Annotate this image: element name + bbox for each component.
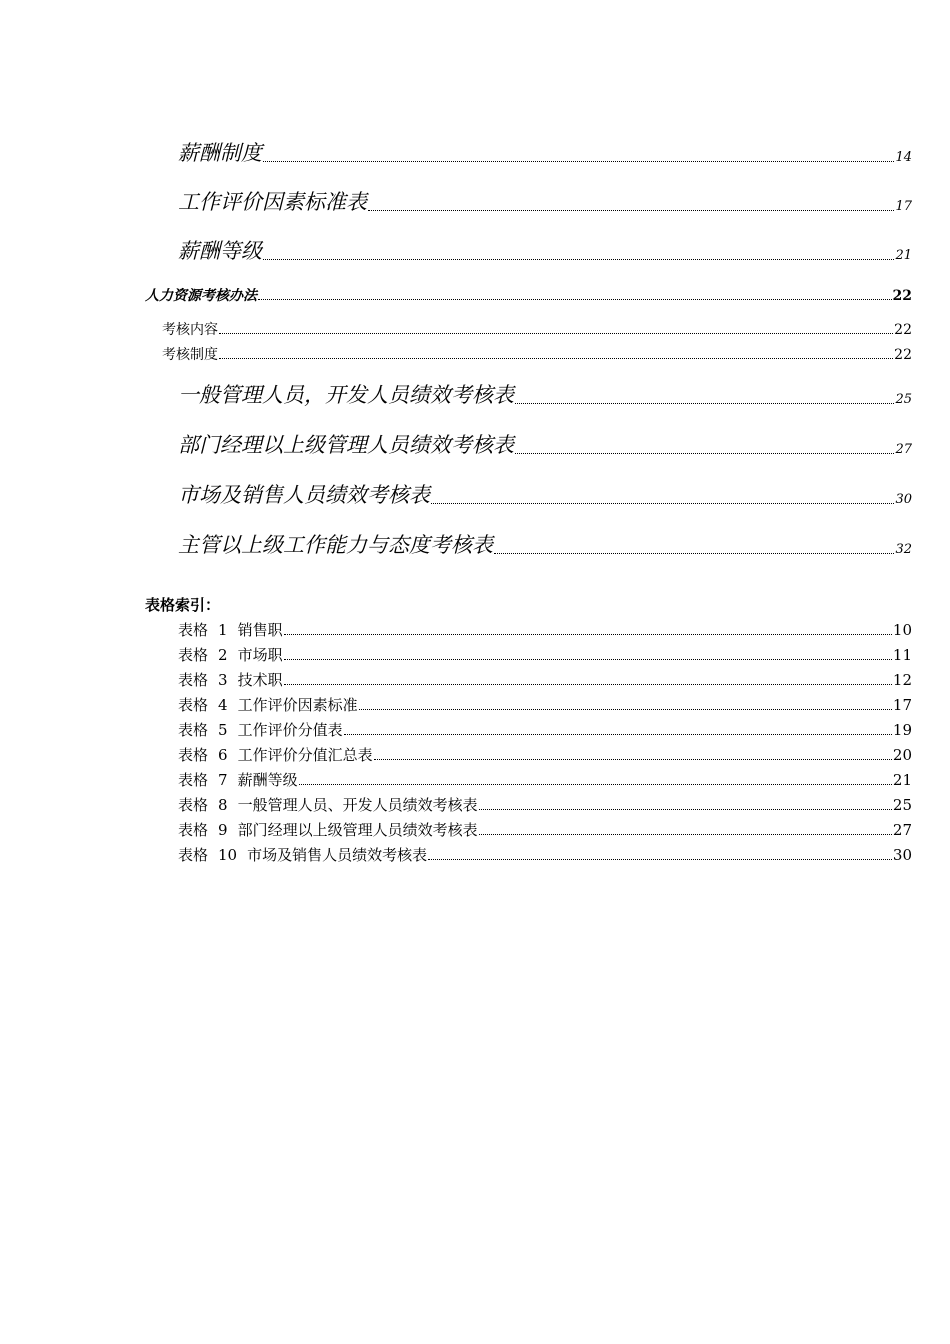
table-index-title: 表格 5 工作评价分值表 — [178, 721, 343, 739]
dot-leader — [515, 452, 894, 454]
toc-entry-section[interactable] — [162, 321, 912, 339]
table-index-title: 表格 4 工作评价因素标准 — [178, 696, 358, 714]
table-index-page: 12 — [892, 671, 912, 689]
dot-leader — [263, 160, 894, 162]
toc-entry-title: 人力资源考核办法 — [145, 288, 257, 304]
table-index-entry[interactable] — [178, 795, 912, 815]
toc-entry-title: 一般管理人员，开发人员绩效考核表 — [178, 383, 514, 407]
dot-leader — [263, 258, 894, 260]
table-index-page: 25 — [892, 796, 912, 814]
dot-leader — [494, 552, 894, 554]
table-index-entry[interactable] — [178, 620, 912, 640]
dot-leader — [515, 402, 894, 404]
toc-entry-page: 25 — [895, 392, 912, 407]
dot-leader — [368, 209, 894, 211]
toc-entry-page: 14 — [895, 150, 912, 165]
toc-entry-page: 21 — [895, 248, 912, 263]
table-index-page: 27 — [892, 821, 912, 839]
table-index-entry[interactable] — [178, 770, 912, 790]
toc-entry[interactable] — [178, 136, 912, 166]
table-index-title: 表格 7 薪酬等级 — [178, 771, 298, 789]
toc-entry[interactable] — [178, 478, 912, 508]
dot-leader — [431, 502, 894, 504]
dot-leader — [374, 758, 892, 760]
table-index-page: 30 — [892, 846, 912, 864]
table-index-entry[interactable] — [178, 845, 912, 865]
table-index-title: 表格 2 市场职 — [178, 646, 283, 664]
table-index-entry[interactable] — [178, 670, 912, 690]
toc-entry-title: 工作评价因素标准表 — [178, 190, 367, 214]
toc-entry-title: 薪酬制度 — [178, 141, 262, 165]
table-index-title: 表格 3 技术职 — [178, 671, 283, 689]
dot-leader — [344, 733, 892, 735]
toc-entry-chapter[interactable] — [145, 287, 912, 305]
dot-leader — [219, 357, 893, 359]
toc-entry-title: 考核内容 — [162, 322, 218, 338]
table-index-title: 表格 9 部门经理以上级管理人员绩效考核表 — [178, 821, 478, 839]
toc-entry-section[interactable] — [162, 346, 912, 364]
toc-entry-page: 30 — [895, 492, 912, 507]
table-index-page: 20 — [892, 746, 912, 764]
table-index-page: 17 — [892, 696, 912, 714]
table-index-heading: 表格索引： — [145, 596, 221, 614]
dot-leader — [258, 298, 892, 300]
table-index-title: 表格 6 工作评价分值汇总表 — [178, 746, 373, 764]
toc-entry-page: 32 — [895, 542, 912, 557]
toc-entry-page: 17 — [895, 199, 912, 214]
dot-leader — [284, 658, 892, 660]
dot-leader — [219, 332, 893, 334]
toc-entry[interactable] — [178, 185, 912, 215]
table-index-page: 19 — [892, 721, 912, 739]
toc-entry[interactable] — [178, 428, 912, 458]
table-index-entry[interactable] — [178, 695, 912, 715]
table-index-title: 表格 8 一般管理人员、开发人员绩效考核表 — [178, 796, 478, 814]
table-index-title: 表格 1 销售职 — [178, 621, 283, 639]
dot-leader — [479, 833, 892, 835]
toc-entry[interactable] — [178, 234, 912, 264]
table-index-title: 表格 10 市场及销售人员绩效考核表 — [178, 846, 428, 864]
toc-entry[interactable] — [178, 378, 912, 408]
table-index-page: 10 — [892, 621, 912, 639]
toc-entry-title: 部门经理以上级管理人员绩效考核表 — [178, 433, 514, 457]
toc-entry-page: 27 — [895, 442, 912, 457]
table-index-page: 21 — [892, 771, 912, 789]
toc-entry-page: 22 — [892, 288, 912, 304]
toc-entry-page: 22 — [894, 347, 912, 363]
table-index-entry[interactable] — [178, 645, 912, 665]
toc-entry-title: 薪酬等级 — [178, 239, 262, 263]
toc-entry[interactable] — [178, 528, 912, 558]
dot-leader — [284, 683, 892, 685]
table-index-entry[interactable] — [178, 720, 912, 740]
toc-entry-title: 考核制度 — [162, 347, 218, 363]
table-index-entry[interactable] — [178, 745, 912, 765]
dot-leader — [299, 783, 892, 785]
table-index-entry[interactable] — [178, 820, 912, 840]
table-index-page: 11 — [892, 646, 912, 664]
toc-entry-page: 22 — [894, 322, 912, 338]
dot-leader — [359, 708, 892, 710]
toc-entry-title: 主管以上级工作能力与态度考核表 — [178, 533, 493, 557]
dot-leader — [284, 633, 892, 635]
dot-leader — [479, 808, 892, 810]
dot-leader — [428, 858, 892, 860]
toc-entry-title: 市场及销售人员绩效考核表 — [178, 483, 430, 507]
